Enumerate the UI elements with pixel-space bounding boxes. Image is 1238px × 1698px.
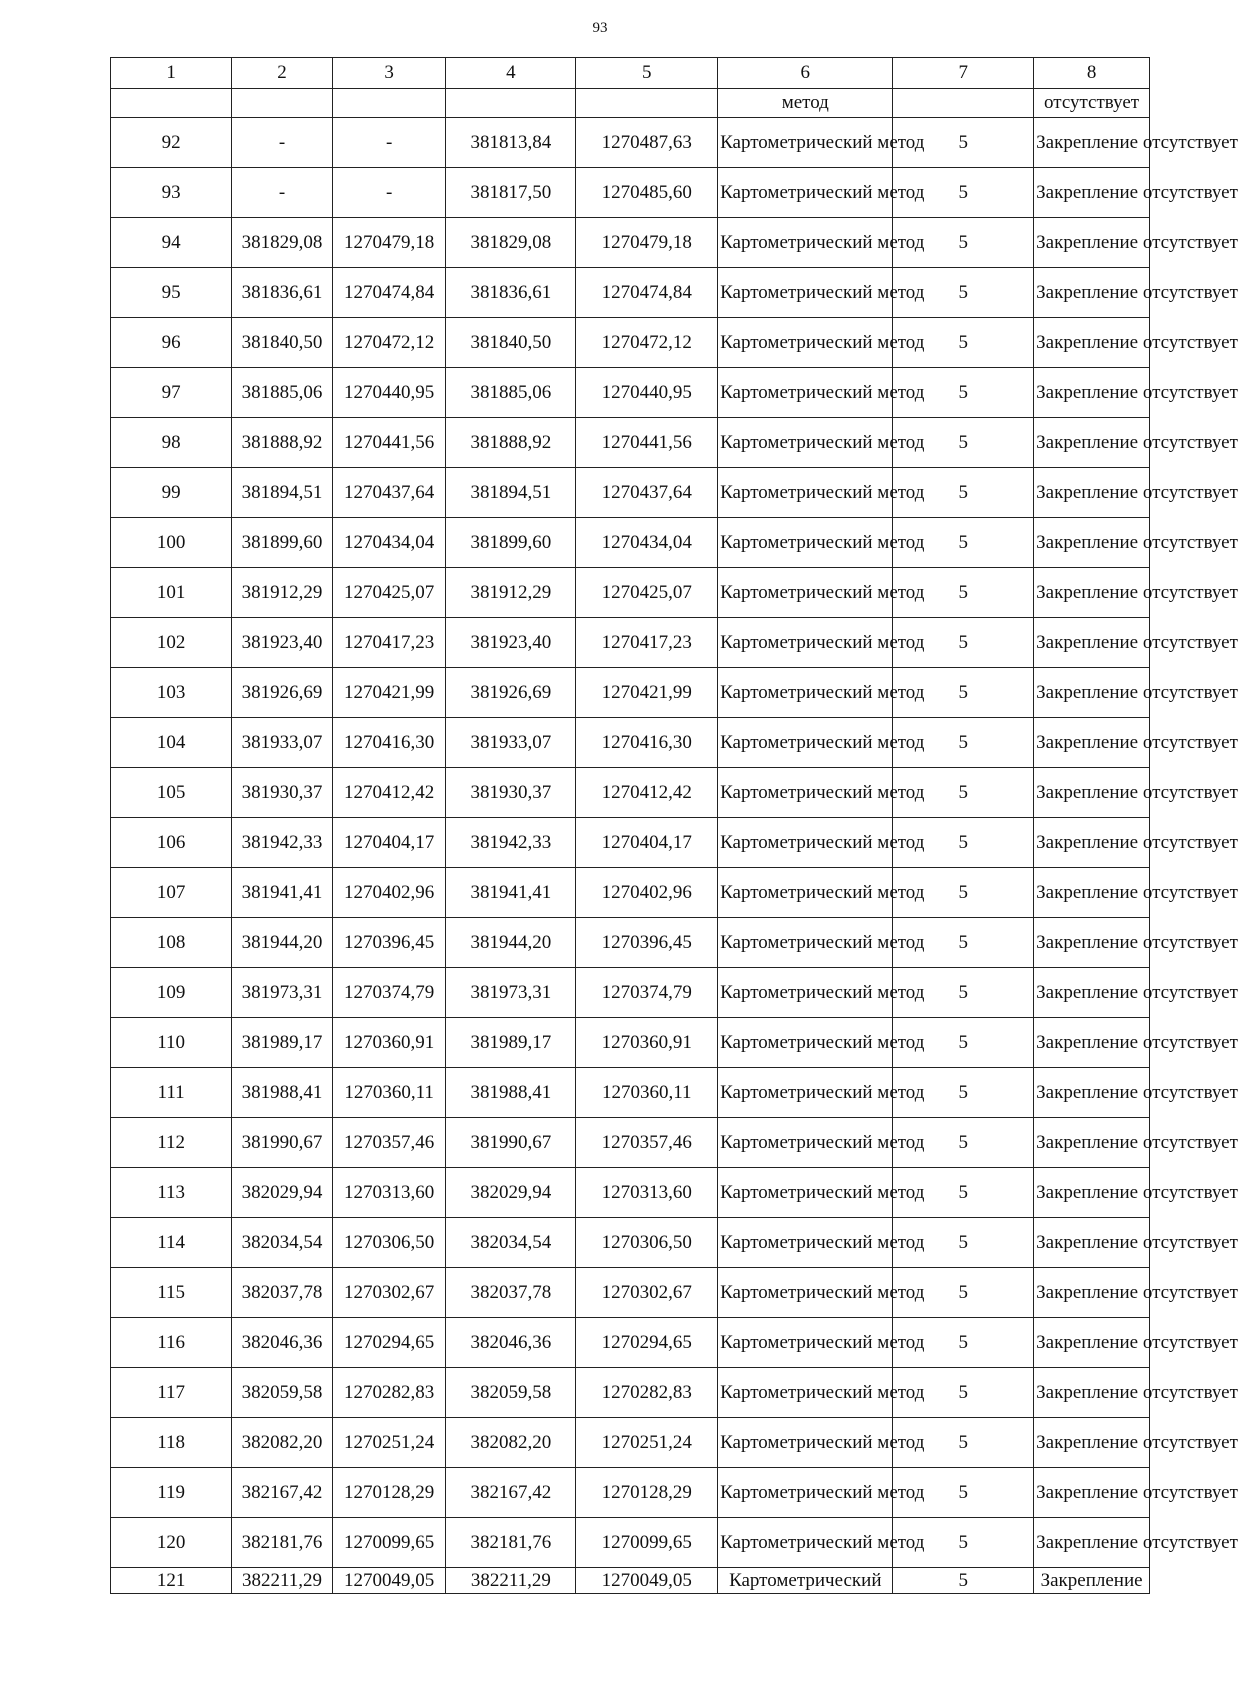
table-row [111, 118, 1150, 168]
cell-x-existing: 382211,29 [232, 1568, 333, 1594]
cell-y-existing: 1270313,60 [332, 1168, 446, 1218]
cell-y-new: 1270441,56 [576, 418, 718, 468]
cell-x-new: 381944,20 [446, 918, 576, 968]
cell-y-existing: 1270441,56 [332, 418, 446, 468]
cell-accuracy: 5 [893, 418, 1034, 468]
cell-y-existing: 1270437,64 [332, 468, 446, 518]
cell-y-existing: 1270128,29 [332, 1468, 446, 1518]
cell-x-existing: 381942,33 [232, 818, 333, 868]
cell-method: Картометрический метод [718, 1218, 893, 1268]
cell-method: Картометрический метод [718, 1068, 893, 1118]
cell-y-existing: 1270416,30 [332, 718, 446, 768]
cell-x-existing: 381990,67 [232, 1118, 333, 1168]
cell-accuracy: 5 [893, 1018, 1034, 1068]
table-row [111, 618, 1150, 668]
cell-y-existing: 1270360,91 [332, 1018, 446, 1068]
cell-x-existing: 381912,29 [232, 568, 333, 618]
cell-x-existing: 381944,20 [232, 918, 333, 968]
cell-method: Картометрический метод [718, 318, 893, 368]
table-row [111, 468, 1150, 518]
cell-x-existing: 381930,37 [232, 768, 333, 818]
cell-method: Картометрический метод [718, 768, 893, 818]
cell-x-existing: 381941,41 [232, 868, 333, 918]
cell-y-existing: 1270282,83 [332, 1368, 446, 1418]
table-row [111, 968, 1150, 1018]
cell-x-existing: 381926,69 [232, 668, 333, 718]
table-row [111, 1468, 1150, 1518]
table-row [111, 1418, 1150, 1468]
cell-y-new: 1270421,99 [576, 668, 718, 718]
cell-method: Картометрический метод [718, 618, 893, 668]
cell-marking: Закрепление отсутствует [1034, 1018, 1150, 1068]
cell-y-new: 1270313,60 [576, 1168, 718, 1218]
cell-x-existing: 381836,61 [232, 268, 333, 318]
cell-x-existing: 382181,76 [232, 1518, 333, 1568]
cell-y-new: 1270099,65 [576, 1518, 718, 1568]
cell-x-existing: 382037,78 [232, 1268, 333, 1318]
cell-method: Картометрический метод [718, 418, 893, 468]
cell-y-new: 1270487,63 [576, 118, 718, 168]
cell-point-number: 116 [111, 1318, 232, 1368]
header-col-6: 6 [718, 58, 893, 89]
cell-marking: Закрепление [1034, 1568, 1150, 1594]
cell-accuracy: 5 [893, 1218, 1034, 1268]
cell-marking: Закрепление отсутствует [1034, 568, 1150, 618]
table-row [111, 218, 1150, 268]
table-row [111, 1018, 1150, 1068]
cell-x-new: 381813,84 [446, 118, 576, 168]
cell-y-existing: 1270440,95 [332, 368, 446, 418]
cell-method: Картометрический метод [718, 918, 893, 968]
cell-point-number: 105 [111, 768, 232, 818]
cell-x-new: 382046,36 [446, 1318, 576, 1368]
cell-x-new: 381923,40 [446, 618, 576, 668]
cell-accuracy: 5 [893, 1168, 1034, 1218]
cell-y-existing: 1270357,46 [332, 1118, 446, 1168]
cell-accuracy: 5 [893, 1118, 1034, 1168]
cell-point-number: 99 [111, 468, 232, 518]
cell-marking: Закрепление отсутствует [1034, 368, 1150, 418]
cell-accuracy: 5 [893, 818, 1034, 868]
cell-y-new: 1270434,04 [576, 518, 718, 568]
cell-x-new: 382037,78 [446, 1268, 576, 1318]
cell-y-existing: 1270434,04 [332, 518, 446, 568]
cell-marking: Закрепление отсутствует [1034, 1218, 1150, 1268]
table-row [111, 368, 1150, 418]
cell-y-new: 1270360,11 [576, 1068, 718, 1118]
cell-y-new: 1270417,23 [576, 618, 718, 668]
header-col-8: 8 [1034, 58, 1150, 89]
table-row [111, 868, 1150, 918]
cell-y-new: 1270474,84 [576, 268, 718, 318]
table-row [111, 818, 1150, 868]
cell-y-existing: 1270472,12 [332, 318, 446, 368]
cell-method: Картометрический метод [718, 818, 893, 868]
table-row [111, 1118, 1150, 1168]
cell-x-existing: 381933,07 [232, 718, 333, 768]
cell-point-number: 101 [111, 568, 232, 618]
cell-accuracy: 5 [893, 768, 1034, 818]
cell-y-existing: 1270294,65 [332, 1318, 446, 1368]
cell-x-existing: 382029,94 [232, 1168, 333, 1218]
cell-x-existing: 381829,08 [232, 218, 333, 268]
cell-method: Картометрический метод [718, 868, 893, 918]
cell-point-number: 110 [111, 1018, 232, 1068]
cell-marking: Закрепление отсутствует [1034, 518, 1150, 568]
cell-x-new: 381836,61 [446, 268, 576, 318]
cell-x-new: 381988,41 [446, 1068, 576, 1118]
cell-y-new: 1270374,79 [576, 968, 718, 1018]
cell-accuracy: 5 [893, 118, 1034, 168]
cell-x-existing: 381840,50 [232, 318, 333, 368]
cell-y-new: 1270404,17 [576, 818, 718, 868]
cell-point-number: 94 [111, 218, 232, 268]
cell-x-existing: 381894,51 [232, 468, 333, 518]
cell-x-existing: 381989,17 [232, 1018, 333, 1068]
cell-point-number: 103 [111, 668, 232, 718]
cell-marking: Закрепление отсутствует [1034, 268, 1150, 318]
cell-method: Картометрический метод [718, 218, 893, 268]
cell-x-existing: - [232, 168, 333, 218]
cell-x-new: 381829,08 [446, 218, 576, 268]
cell-accuracy: 5 [893, 668, 1034, 718]
cell-marking: Закрепление отсутствует [1034, 1068, 1150, 1118]
cell-point-number: 118 [111, 1418, 232, 1468]
cell-x-existing [232, 89, 333, 118]
cell-method: Картометрический метод [718, 1268, 893, 1318]
cell-marking: отсутствует [1034, 89, 1150, 118]
cell-y-new: 1270425,07 [576, 568, 718, 618]
cell-method: Картометрический метод [718, 1468, 893, 1518]
cell-y-existing: 1270251,24 [332, 1418, 446, 1468]
cell-y-new: 1270396,45 [576, 918, 718, 968]
cell-x-new: 381942,33 [446, 818, 576, 868]
cell-marking: Закрепление отсутствует [1034, 1168, 1150, 1218]
cell-marking: Закрепление отсутствует [1034, 718, 1150, 768]
table-row [111, 518, 1150, 568]
cell-y-existing: 1270474,84 [332, 268, 446, 318]
cell-x-existing: 382167,42 [232, 1468, 333, 1518]
cell-x-new: 381885,06 [446, 368, 576, 418]
cell-x-existing: 381888,92 [232, 418, 333, 468]
cell-marking: Закрепление отсутствует [1034, 1118, 1150, 1168]
cell-y-new: 1270251,24 [576, 1418, 718, 1468]
cell-point-number: 104 [111, 718, 232, 768]
cell-y-new: 1270479,18 [576, 218, 718, 268]
cell-x-existing: 382059,58 [232, 1368, 333, 1418]
cell-x-new: 381899,60 [446, 518, 576, 568]
cell-marking: Закрепление отсутствует [1034, 1518, 1150, 1568]
cell-y-new: 1270128,29 [576, 1468, 718, 1518]
cell-x-existing: 381923,40 [232, 618, 333, 668]
header-col-2: 2 [232, 58, 333, 89]
cell-y-existing: - [332, 118, 446, 168]
cell-y-existing: 1270404,17 [332, 818, 446, 868]
cell-marking: Закрепление отсутствует [1034, 318, 1150, 368]
cell-point-number: 93 [111, 168, 232, 218]
header-col-7: 7 [893, 58, 1034, 89]
cell-y-existing: 1270306,50 [332, 1218, 446, 1268]
cell-point-number: 120 [111, 1518, 232, 1568]
cell-point-number: 113 [111, 1168, 232, 1218]
cell-accuracy: 5 [893, 918, 1034, 968]
cell-marking: Закрепление отсутствует [1034, 618, 1150, 668]
cell-y-existing: 1270412,42 [332, 768, 446, 818]
cell-point-number: 114 [111, 1218, 232, 1268]
cell-x-new: 381888,92 [446, 418, 576, 468]
cell-y-new [576, 89, 718, 118]
cell-x-existing: 382046,36 [232, 1318, 333, 1368]
cell-x-existing: 381885,06 [232, 368, 333, 418]
cell-method: Картометрический метод [718, 468, 893, 518]
cell-point-number: 98 [111, 418, 232, 468]
cell-method: Картометрический метод [718, 968, 893, 1018]
header-col-5: 5 [576, 58, 718, 89]
cell-y-existing: 1270360,11 [332, 1068, 446, 1118]
cell-x-existing: 381973,31 [232, 968, 333, 1018]
cell-x-existing: - [232, 118, 333, 168]
cell-marking: Закрепление отсутствует [1034, 1418, 1150, 1468]
cell-accuracy: 5 [893, 1568, 1034, 1594]
cell-y-new: 1270472,12 [576, 318, 718, 368]
cell-x-existing: 381899,60 [232, 518, 333, 568]
cell-method: метод [718, 89, 893, 118]
table-row [111, 1368, 1150, 1418]
header-col-1: 1 [111, 58, 232, 89]
cell-accuracy: 5 [893, 1318, 1034, 1368]
cell-accuracy: 5 [893, 318, 1034, 368]
cell-y-existing: - [332, 168, 446, 218]
table-row [111, 1268, 1150, 1318]
table-row [111, 268, 1150, 318]
cell-point-number: 100 [111, 518, 232, 568]
table-row [111, 1068, 1150, 1118]
cell-x-new: 381912,29 [446, 568, 576, 618]
table-row [111, 1218, 1150, 1268]
cell-y-existing [332, 89, 446, 118]
cell-accuracy: 5 [893, 568, 1034, 618]
cell-method: Картометрический метод [718, 1318, 893, 1368]
cell-y-existing: 1270417,23 [332, 618, 446, 668]
cell-point-number: 119 [111, 1468, 232, 1518]
cell-point-number: 115 [111, 1268, 232, 1318]
table-row [111, 768, 1150, 818]
cell-accuracy: 5 [893, 618, 1034, 668]
cell-y-existing: 1270374,79 [332, 968, 446, 1018]
cell-y-new: 1270437,64 [576, 468, 718, 518]
cell-y-existing: 1270099,65 [332, 1518, 446, 1568]
cell-marking: Закрепление отсутствует [1034, 868, 1150, 918]
cell-point-number: 121 [111, 1568, 232, 1594]
cell-y-existing: 1270402,96 [332, 868, 446, 918]
cell-y-existing: 1270425,07 [332, 568, 446, 618]
cell-x-new: 382082,20 [446, 1418, 576, 1468]
cell-marking: Закрепление отсутствует [1034, 1368, 1150, 1418]
cell-accuracy: 5 [893, 368, 1034, 418]
cell-y-new: 1270282,83 [576, 1368, 718, 1418]
cell-x-new: 382181,76 [446, 1518, 576, 1568]
cell-point-number: 92 [111, 118, 232, 168]
cell-method: Картометрический метод [718, 668, 893, 718]
table-row [111, 1168, 1150, 1218]
cell-marking: Закрепление отсутствует [1034, 1468, 1150, 1518]
cell-marking: Закрепление отсутствует [1034, 418, 1150, 468]
cell-x-new: 382029,94 [446, 1168, 576, 1218]
cell-method: Картометрический метод [718, 1018, 893, 1068]
cell-x-new [446, 89, 576, 118]
header-row [111, 58, 1150, 89]
table-body [111, 89, 1238, 1594]
cell-y-new: 1270416,30 [576, 718, 718, 768]
cell-marking: Закрепление отсутствует [1034, 668, 1150, 718]
cell-accuracy: 5 [893, 868, 1034, 918]
cell-accuracy: 5 [893, 1268, 1034, 1318]
cell-accuracy: 5 [893, 1518, 1034, 1568]
cell-method: Картометрический метод [718, 1518, 893, 1568]
cell-accuracy: 5 [893, 1368, 1034, 1418]
table-row [111, 568, 1150, 618]
cell-x-new: 381894,51 [446, 468, 576, 518]
table-row [111, 918, 1150, 968]
cell-accuracy: 5 [893, 518, 1034, 568]
cell-method: Картометрический метод [718, 168, 893, 218]
coordinates-table [110, 57, 1238, 1594]
cell-x-new: 381926,69 [446, 668, 576, 718]
cell-marking: Закрепление отсутствует [1034, 918, 1150, 968]
cell-accuracy: 5 [893, 168, 1034, 218]
cell-y-new: 1270357,46 [576, 1118, 718, 1168]
cell-accuracy [893, 89, 1034, 118]
cell-point-number: 107 [111, 868, 232, 918]
cell-marking: Закрепление отсутствует [1034, 168, 1150, 218]
cell-method: Картометрический метод [718, 1118, 893, 1168]
cell-method: Картометрический метод [718, 568, 893, 618]
cell-marking: Закрепление отсутствует [1034, 118, 1150, 168]
cell-accuracy: 5 [893, 718, 1034, 768]
cell-x-new: 381840,50 [446, 318, 576, 368]
cell-method: Картометрический метод [718, 118, 893, 168]
cell-method: Картометрический метод [718, 268, 893, 318]
cell-x-existing: 382034,54 [232, 1218, 333, 1268]
cell-method: Картометрический метод [718, 1168, 893, 1218]
cell-point-number: 102 [111, 618, 232, 668]
cell-point-number: 108 [111, 918, 232, 968]
cell-point-number: 106 [111, 818, 232, 868]
cell-x-new: 382211,29 [446, 1568, 576, 1594]
cell-x-new: 382034,54 [446, 1218, 576, 1268]
cell-method: Картометрический метод [718, 718, 893, 768]
cell-x-new: 382167,42 [446, 1468, 576, 1518]
cell-y-new: 1270440,95 [576, 368, 718, 418]
table-row [111, 1518, 1150, 1568]
cell-x-new: 381990,67 [446, 1118, 576, 1168]
cell-marking: Закрепление отсутствует [1034, 768, 1150, 818]
cell-method: Картометрический метод [718, 368, 893, 418]
cell-y-new: 1270360,91 [576, 1018, 718, 1068]
cell-marking: Закрепление отсутствует [1034, 218, 1150, 268]
cell-marking: Закрепление отсутствует [1034, 468, 1150, 518]
cell-point-number: 97 [111, 368, 232, 418]
cell-x-existing: 382082,20 [232, 1418, 333, 1468]
cell-x-new: 381989,17 [446, 1018, 576, 1068]
cell-method: Картометрический [718, 1568, 893, 1594]
cell-y-new: 1270485,60 [576, 168, 718, 218]
cell-y-new: 1270306,50 [576, 1218, 718, 1268]
cell-y-new: 1270294,65 [576, 1318, 718, 1368]
cell-point-number: 111 [111, 1068, 232, 1118]
header-col-4: 4 [446, 58, 576, 89]
cell-x-new: 381973,31 [446, 968, 576, 1018]
table-row [111, 668, 1150, 718]
cell-x-new: 382059,58 [446, 1368, 576, 1418]
cell-marking: Закрепление отсутствует [1034, 1318, 1150, 1368]
cell-y-existing: 1270421,99 [332, 668, 446, 718]
table-row [111, 718, 1150, 768]
cell-accuracy: 5 [893, 1468, 1034, 1518]
table-row [111, 1318, 1150, 1368]
table-row [111, 168, 1150, 218]
cell-accuracy: 5 [893, 1418, 1034, 1468]
cell-y-new: 1270049,05 [576, 1568, 718, 1594]
cell-y-existing: 1270049,05 [332, 1568, 446, 1594]
cell-accuracy: 5 [893, 968, 1034, 1018]
cell-marking: Закрепление отсутствует [1034, 1268, 1150, 1318]
cell-y-new: 1270402,96 [576, 868, 718, 918]
cell-y-new: 1270302,67 [576, 1268, 718, 1318]
cell-x-new: 381930,37 [446, 768, 576, 818]
cell-point-number: 112 [111, 1118, 232, 1168]
header-col-3: 3 [332, 58, 446, 89]
cell-y-new: 1270412,42 [576, 768, 718, 818]
cell-y-existing: 1270396,45 [332, 918, 446, 968]
table-row [111, 318, 1150, 368]
cell-point-number: 109 [111, 968, 232, 1018]
cell-marking: Закрепление отсутствует [1034, 818, 1150, 868]
cell-x-existing: 381988,41 [232, 1068, 333, 1118]
table-row-continuation [111, 89, 1150, 118]
cell-x-new: 381817,50 [446, 168, 576, 218]
cell-marking: Закрепление отсутствует [1034, 968, 1150, 1018]
cell-x-new: 381933,07 [446, 718, 576, 768]
cell-y-existing: 1270302,67 [332, 1268, 446, 1318]
table-row [111, 418, 1150, 468]
cell-point-number: 96 [111, 318, 232, 368]
cell-accuracy: 5 [893, 468, 1034, 518]
cell-x-new: 381941,41 [446, 868, 576, 918]
cell-point-number: 95 [111, 268, 232, 318]
cell-method: Картометрический метод [718, 518, 893, 568]
cell-method: Картометрический метод [718, 1368, 893, 1418]
cell-method: Картометрический метод [718, 1418, 893, 1468]
cell-point-number [111, 89, 232, 118]
cell-accuracy: 5 [893, 268, 1034, 318]
table-row-last [111, 1568, 1150, 1594]
page-number: 93 [592, 20, 608, 36]
cell-y-existing: 1270479,18 [332, 218, 446, 268]
cell-point-number: 117 [111, 1368, 232, 1418]
cell-accuracy: 5 [893, 218, 1034, 268]
cell-accuracy: 5 [893, 1068, 1034, 1118]
